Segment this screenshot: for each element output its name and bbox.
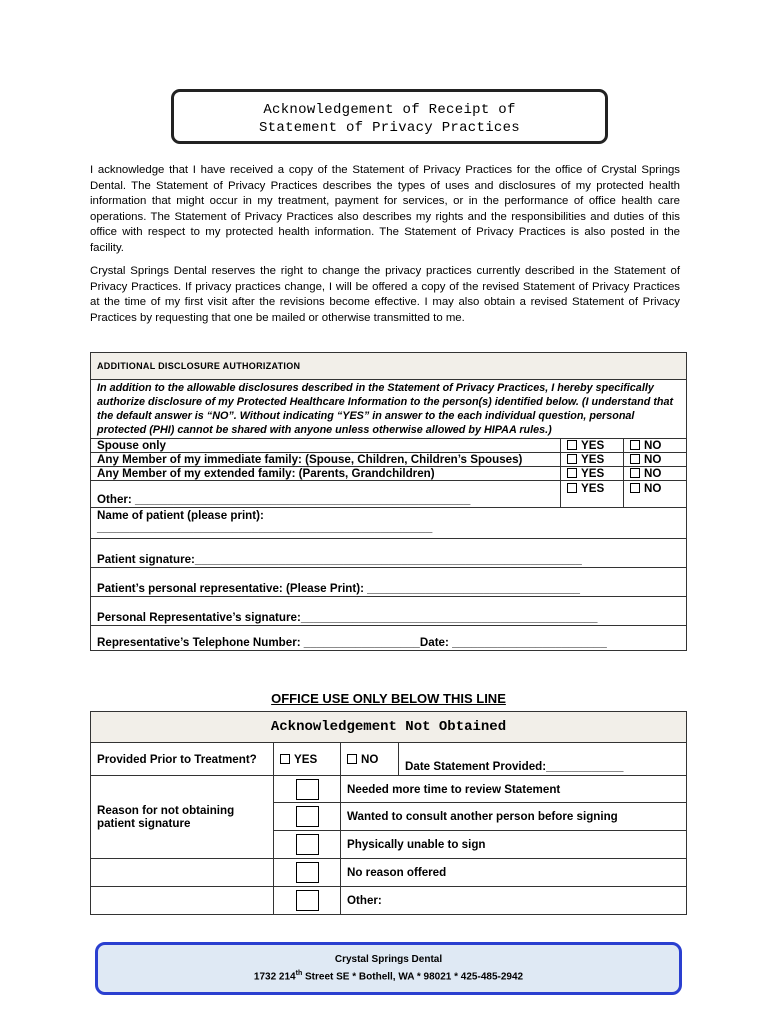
authorization-table [90, 352, 687, 651]
no-checkbox[interactable] [624, 439, 687, 453]
auth-row-extended-family [91, 467, 687, 481]
checkbox-icon [567, 454, 577, 464]
provided-no-checkbox[interactable] [341, 743, 399, 776]
acknowledgement-paragraph: I acknowledge that I have received a copy of the Statement of Privacy Practices for the office of Crystal Springs Dental. The Statement of Privacy Practices describes the types of uses and disclosures of my protected health information that might occur in my treatment, payment for services, or in the performance of office health care operations. The Statement of Privacy Practices also describes my rights and the responsibilities and duties of this office with respect to my protected health information. The Statement of Privacy Practices is also posted in the facility. [90, 164, 680, 254]
footer-address-rest: Street SE * Bothell, WA * 98021 * 425-485-2942 [302, 971, 524, 983]
office-use-table [90, 711, 687, 915]
checkbox-icon [296, 806, 319, 827]
patient-signature-field[interactable]: Patient signature:____________________________________________________________ [91, 539, 687, 568]
auth-row-label: Any Member of my extended family: (Parents, Grandchildren) [91, 467, 561, 481]
patient-name-field[interactable] [91, 508, 687, 539]
title-line-2: Statement of Privacy Practices [258, 120, 521, 136]
checkbox-icon [630, 454, 640, 464]
yes-label: YES [294, 752, 318, 766]
empty-cell [91, 859, 274, 887]
auth-row-spouse [91, 439, 687, 453]
checkbox-icon [280, 754, 290, 764]
reason-checkbox[interactable] [274, 859, 341, 887]
reason-label: Reason for not obtaining patient signature [91, 776, 274, 859]
checkbox-icon [296, 779, 319, 800]
provided-prior-label: Provided Prior to Treatment? [91, 743, 274, 776]
checkbox-icon [567, 440, 577, 450]
auth-row-label: Spouse only [91, 439, 561, 453]
checkbox-icon [567, 483, 577, 493]
reason-checkbox[interactable] [274, 887, 341, 915]
checkbox-icon [296, 890, 319, 911]
yes-checkbox[interactable] [561, 439, 624, 453]
office-use-heading: OFFICE USE ONLY BELOW THIS LINE [271, 691, 506, 706]
no-checkbox[interactable] [624, 481, 687, 508]
checkbox-icon [296, 834, 319, 855]
checkbox-icon [567, 468, 577, 478]
yes-label: YES [581, 467, 605, 480]
reason-text: Physically unable to sign [341, 831, 687, 859]
footer-box [95, 942, 682, 995]
title-line-1: Acknowledgement of Receipt of [263, 102, 516, 118]
reason-text: Wanted to consult another person before signing [341, 803, 687, 831]
checkbox-icon [630, 468, 640, 478]
no-checkbox[interactable] [624, 467, 687, 481]
auth-row-label: Any Member of my immediate family: (Spouse, Children, Children’s Spouses) [91, 453, 561, 467]
footer-address [98, 967, 679, 984]
no-checkbox[interactable] [624, 453, 687, 467]
auth-row-immediate-family [91, 453, 687, 467]
checkbox-icon [296, 862, 319, 883]
office-table-title: Acknowledgement Not Obtained [91, 712, 687, 743]
reason-checkbox[interactable] [274, 803, 341, 831]
reason-text: No reason offered [341, 859, 687, 887]
no-label: NO [644, 482, 662, 495]
checkbox-icon [347, 754, 357, 764]
authorization-intro: In addition to the allowable disclosures described in the Statement of Privacy Practices, I hereby specifically authorize disclosure of my Protected Healthcare Information to the person(s) identified below. (I understand that the default answer is “NO”. Without indicating “YES” in answer to the each individual question, personal protected (PHI) cannot be shared with anyone unless otherwise allowed by HIPAA rules.) [91, 380, 687, 439]
reason-text: Needed more time to review Statement [341, 776, 687, 803]
representative-signature-field[interactable]: Personal Representative’s signature:______________________________________________ [91, 597, 687, 626]
patient-name-line: ____________________________________________________ [97, 521, 433, 534]
representative-name-field[interactable]: Patient’s personal representative: (Please Print): _________________________________ [91, 568, 687, 597]
date-statement-provided-field[interactable]: Date Statement Provided:____________ [399, 743, 687, 776]
yes-label: YES [581, 439, 605, 452]
reason-checkbox[interactable] [274, 776, 341, 803]
authorization-header: ADDITIONAL DISCLOSURE AUTHORIZATION [91, 353, 687, 380]
representative-phone-date-field[interactable]: Representative’s Telephone Number: __________________Date: ________________________ [91, 626, 687, 651]
yes-label: YES [581, 482, 605, 495]
privacy-change-paragraph: Crystal Springs Dental reserves the right to change the privacy practices currently described in the Statement of Privacy Practices. If privacy practices change, I will be offered a copy of the revised Statement of Privacy Practices at the time of my first visit after the revisions become effective. I may also obtain a revised Statement of Privacy Practices by requesting that one be mailed or otherwise transmitted to me. [90, 265, 680, 324]
no-label: NO [644, 439, 662, 452]
provided-yes-checkbox[interactable] [274, 743, 341, 776]
empty-cell [91, 887, 274, 915]
other-field[interactable]: Other: ____________________________________________________ [91, 481, 561, 508]
no-label: NO [361, 752, 379, 766]
checkbox-icon [630, 440, 640, 450]
checkbox-icon [630, 483, 640, 493]
reason-checkbox[interactable] [274, 831, 341, 859]
no-label: NO [644, 453, 662, 466]
no-label: NO [644, 467, 662, 480]
yes-checkbox[interactable] [561, 453, 624, 467]
yes-label: YES [581, 453, 605, 466]
yes-checkbox[interactable] [561, 467, 624, 481]
patient-name-label: Name of patient (please print): [97, 509, 264, 522]
footer-practice-name: Crystal Springs Dental [334, 954, 443, 965]
reason-other-text[interactable]: Other: [341, 887, 687, 915]
footer-address-number: 1732 214 [253, 971, 296, 983]
document-title-box [171, 89, 608, 144]
footer-address-suffix: th [295, 970, 303, 977]
auth-row-other [91, 481, 687, 508]
yes-checkbox[interactable] [561, 481, 624, 508]
